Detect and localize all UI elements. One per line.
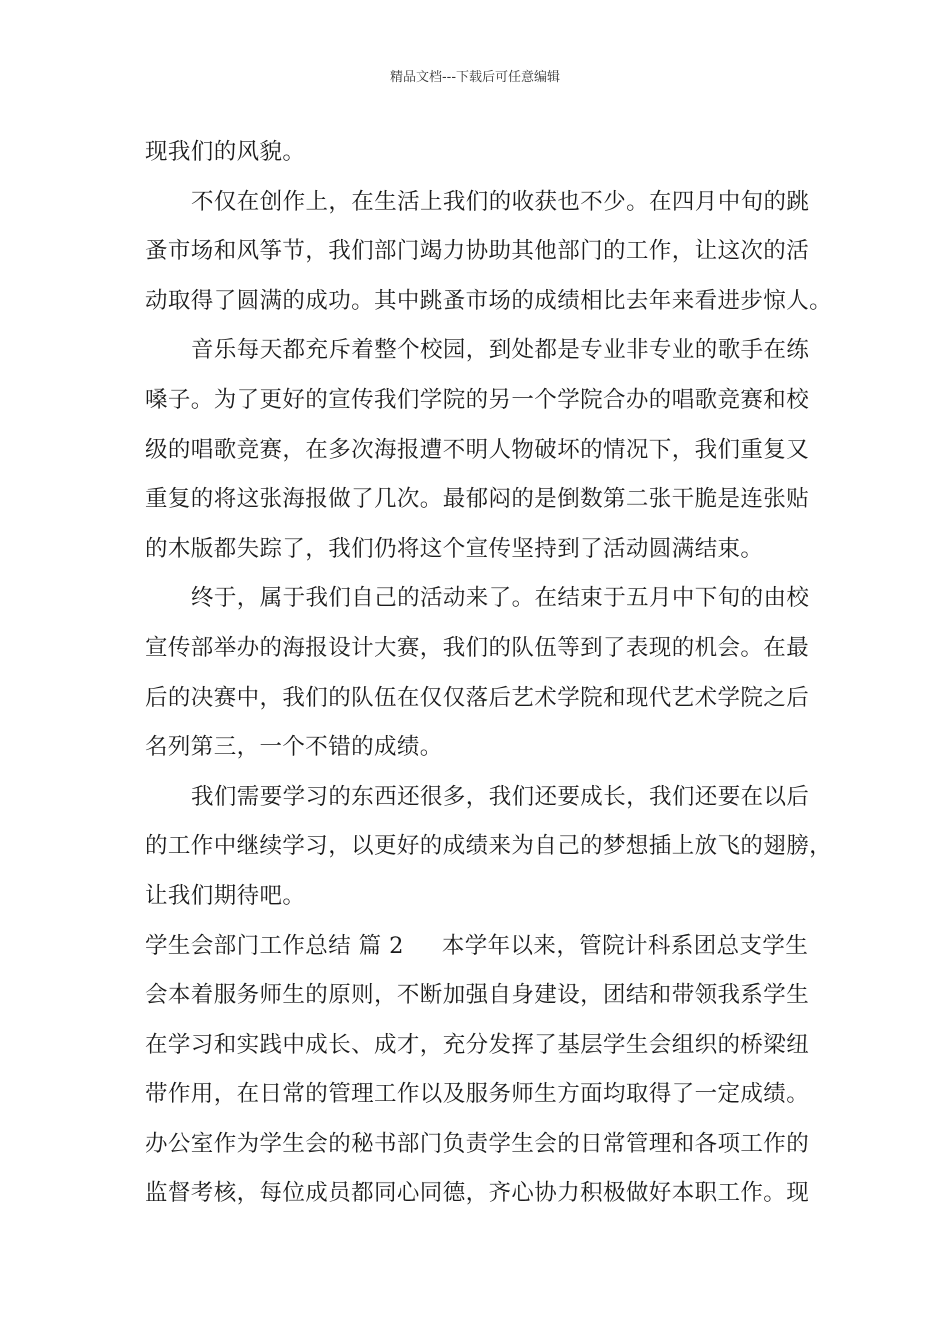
text-line: 会本着服务师生的原则，不断加强自身建设，团结和带领我系学生 bbox=[145, 982, 810, 1009]
document-body bbox=[145, 128, 833, 1219]
text-line: 带作用，在日常的管理工作以及服务师生方面均取得了一定成绩。 bbox=[145, 1081, 810, 1108]
text-line: 的工作中继续学习，以更好的成绩来为自己的梦想插上放飞的翅膀， bbox=[145, 833, 833, 860]
text-line: 在学习和实践中成长、成才，充分发挥了基层学生会组织的桥梁纽 bbox=[145, 1031, 810, 1058]
section-2-text bbox=[145, 971, 810, 1219]
text-line: 名列第三，一个不错的成绩。 bbox=[145, 734, 443, 761]
text-line: 宣传部举办的海报设计大赛，我们的队伍等到了表现的机会。在最 bbox=[145, 634, 810, 661]
text-line: 重复的将这张海报做了几次。最郁闷的是倒数第二张干脆是连张贴 bbox=[145, 486, 810, 513]
text-line: 蚤市场和风筝节，我们部门竭力协助其他部门的工作，让这次的活 bbox=[145, 238, 810, 265]
text-line: 办公室作为学生会的秘书部门负责学生会的日常管理和各项工作的 bbox=[145, 1130, 810, 1157]
page-header: 精品文档---下载后可任意编辑 bbox=[389, 70, 561, 85]
text-line: 嗓子。为了更好的宣传我们学院的另一个学院合办的唱歌竞赛和校 bbox=[145, 386, 810, 413]
text-line: 终于，属于我们自己的活动来了。在结束于五月中下旬的由校 bbox=[191, 585, 810, 612]
text-line: 让我们期待吧。 bbox=[145, 882, 306, 909]
section-2-heading-line bbox=[145, 922, 810, 972]
text-line: 动取得了圆满的成功。其中跳蚤市场的成绩相比去年来看进步惊人。 bbox=[145, 287, 833, 314]
text-line: 后的决赛中，我们的队伍在仅仅落后艺术学院和现代艺术学院之后 bbox=[145, 684, 810, 711]
section-1-text bbox=[145, 128, 833, 922]
text-line: 现我们的风貌。 bbox=[145, 139, 306, 165]
text-line: 的木版都失踪了，我们仍将这个宣传坚持到了活动圆满结束。 bbox=[145, 535, 764, 562]
text-line: 音乐每天都充斥着整个校园，到处都是专业非专业的歌手在练 bbox=[191, 337, 810, 364]
section-2-first-line: 本学年以来，管院计科系团总支学生 bbox=[441, 932, 809, 959]
text-line: 监督考核，每位成员都同心同德，齐心协力积极做好本职工作。现 bbox=[145, 1180, 810, 1207]
section-2-heading: 学生会部门工作总结 篇 2 bbox=[145, 932, 404, 959]
text-line: 级的唱歌竞赛，在多次海报遭不明人物破坏的情况下，我们重复又 bbox=[145, 436, 810, 463]
text-line: 我们需要学习的东西还很多，我们还要成长，我们还要在以后 bbox=[191, 783, 810, 810]
text-line: 不仅在创作上，在生活上我们的收获也不少。在四月中旬的跳 bbox=[191, 188, 810, 215]
